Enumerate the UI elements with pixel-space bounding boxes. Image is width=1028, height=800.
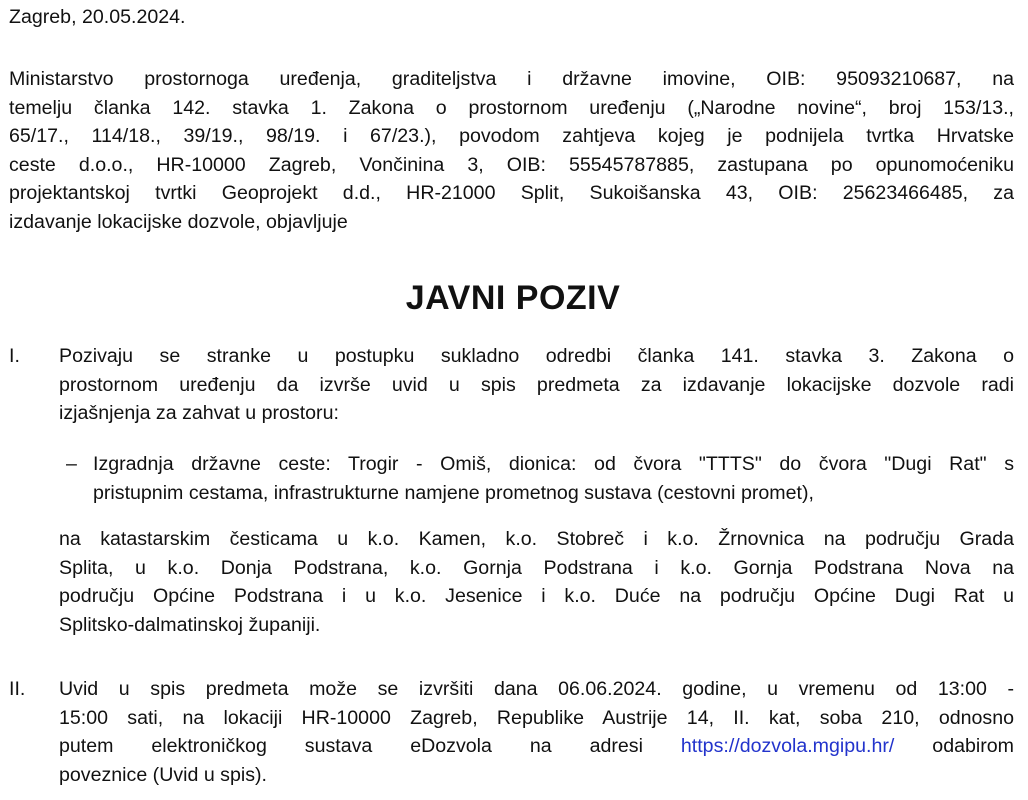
intro-line: Ministarstvo prostornoga uređenja, graditeljstva i državne imovine, OIB: 95093210687, na (9, 68, 1014, 90)
location-line: Splitsko-dalmatinskoj županiji. (59, 613, 321, 636)
edozvola-link[interactable]: https://dozvola.mgipu.hr/ (680, 735, 895, 758)
section-1-text (59, 342, 1014, 428)
intro-line: temelju članka 142. stavka 1. Zakona o prostornom uređenju („Narodne novine“, broj 153/13., (9, 96, 1014, 119)
document-title: JAVNI POZIV (405, 279, 621, 317)
section-2-line-text: putem elektroničkog sustava eDozvola na adresi (59, 735, 643, 758)
intro-line: izdavanje lokacijske dozvole, objavljuje (9, 210, 348, 233)
location-line: području Općine Podstrana i u k.o. Jesenice i k.o. Duće na području Općine Dugi Rat u (59, 585, 1014, 608)
project-item-text (93, 450, 1014, 507)
section-1-line: izjašnjenja za zahvat u prostoru: (59, 402, 339, 425)
section-2-line (59, 732, 1014, 761)
intro-paragraph (9, 65, 1014, 237)
intro-line: projektantskoj tvrtki Geoprojekt d.d., HR-21000 Split, Sukoišanska 43, OIB: 25623466485, za (9, 182, 1014, 205)
section-1-number: I. (9, 345, 20, 367)
date-line: Zagreb, 20.05.2024. (9, 6, 186, 28)
list-dash: – (66, 453, 77, 475)
intro-line: ceste d.o.o., HR-10000 Zagreb, Vončinina 3, OIB: 55545787885, zastupana po opunomoćeniku (9, 153, 1014, 176)
section-2-line: 15:00 sati, na lokaciji HR-10000 Zagreb, Republike Austrije 14, II. kat, soba 210, odnosno (59, 706, 1014, 729)
section-1-line: Pozivaju se stranke u postupku sukladno odredbi članka 141. stavka 3. Zakona o (59, 345, 1014, 367)
location-line: na katastarskim česticama u k.o. Kamen, k.o. Stobreč i k.o. Žrnovnica na području Grada (59, 528, 1014, 550)
section-2-number: II. (9, 678, 26, 700)
section-1-line: prostornom uređenju da izvrše uvid u spis predmeta za izdavanje lokacijske dozvole radi (59, 373, 1014, 396)
section-2-line: Uvid u spis predmeta može se izvršiti dana 06.06.2024. godine, u vremenu od 13:00 - (59, 678, 1014, 700)
location-text (59, 525, 1014, 639)
intro-line: 65/17., 114/18., 39/19., 98/19. i 67/23.), povodom zahtjeva kojeg je podnijela tvrtka Hrvatske (9, 125, 1014, 148)
section-2-line: poveznice (Uvid u spis). (59, 763, 267, 786)
section-2-text (59, 675, 1014, 789)
section-2-line-text: odabirom (932, 735, 1014, 758)
project-item-line: Izgradnja državne ceste: Trogir - Omiš, dionica: od čvora "TTTS" do čvora "Dugi Rat" s (93, 453, 1014, 475)
location-line: Splita, u k.o. Donja Podstrana, k.o. Gornja Podstrana i k.o. Gornja Podstrana Nova na (59, 556, 1014, 579)
project-item-line: pristupnim cestama, infrastrukturne namjene prometnog sustava (cestovni promet), (93, 481, 814, 504)
